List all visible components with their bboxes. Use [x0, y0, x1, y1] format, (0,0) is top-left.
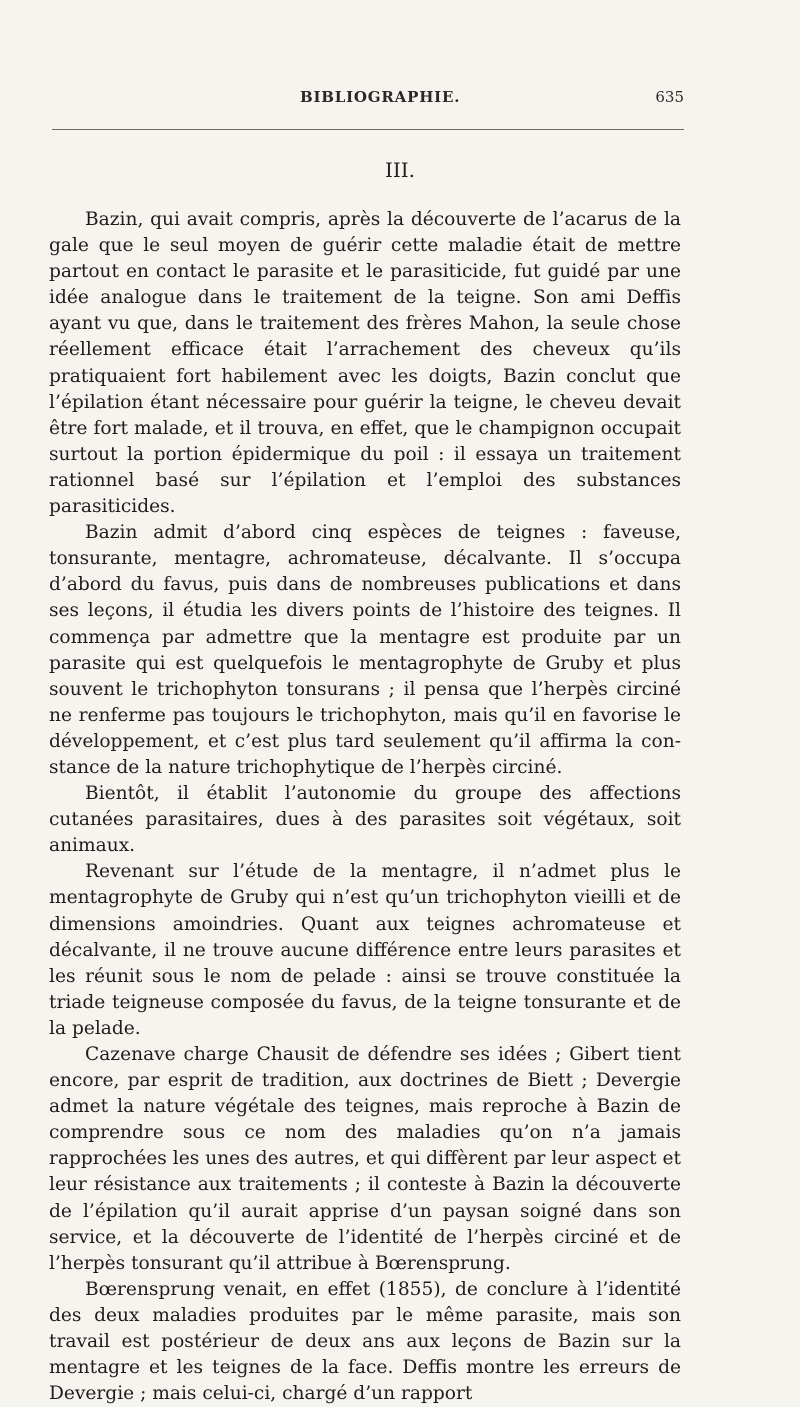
running-head [52, 88, 684, 112]
paragraph: Bazin admit d’abord cinq espèces de teignes : faveuse, tonsurante, mentagre, achromateuse, décalvante. Il s’occupa d’abord du favus, puis dans de nombreuses publications et dans ses leçons, il étudia les divers points de l’histoire des teignes. Il commença par admettre que la mentagre est produite par un parasite qui est quelquefois le mentagrophyte de Gruby et plus souvent le trichophyton tonsurans ; il pensa que l’herpès circiné ne renferme pas toujours le trichophyton, mais qu’il en favorise le développement, et c’est plus tard seulement qu’il affirma la constance de la nature trichophytique de l’herpès circiné. [49, 522, 681, 778]
paragraph: Revenant sur l’étude de la mentagre, il n’admet plus le mentagrophyte de Gruby qui n’est qu’un trichophyton vieilli et de dimensions amoindries. Quant aux teignes achromateuse et décalvante, il ne trouve aucune différence entre leurs parasites et les réunit sous le nom de pelade : ainsi se trouve constituée la triade teigneuse composée du favus, de la teigne tonsurante et de la pelade. [49, 861, 681, 1039]
paragraph: Bientôt, il établit l’autonomie du groupe des affections cutanées parasitaires, dues à des parasites soit végétaux, soit animaux. [49, 783, 681, 857]
header-rule [52, 129, 684, 130]
paragraph: Bazin, qui avait compris, après la découverte de l’acarus de la gale que le seul moyen de guérir cette maladie était de mettre partout en contact le parasite et le parasiticide, fut guidé par une idée analogue dans le traitement de la teigne. Son ami Deffis ayant vu que, dans le traitement des frères Mahon, la seule chose réellement efficace était l’arrachement des cheveux qu’ils pratiquaient fort habilement avec les doigts, Bazin conclut que l’épilation étant nécessaire pour guérir la teigne, le cheveu devait être fort malade, et il trouva, en effet, que le champignon occupait surtout la portion épidermique du poil : il essaya un traitement rationnel basé sur l’épilation et l’emploi des substances parasiticides. [49, 209, 681, 518]
paragraph: Cazenave charge Chausit de défendre ses idées ; Gibert tient encore, par esprit de tradition, aux doctrines de Biett ; Devergie admet la nature végétale des teignes, mais reproche à Bazin de comprendre sous ce nom des maladies qu’on n’a jamais rapprochées les unes des autres, et qui diffèrent par leur aspect et leur résistance aux traitements ; il conteste à Bazin la découverte de l’épilation qu’il aurait apprise d’un paysan soigné dans son service, et la découverte de l’identité de l’herpès circiné et de l’herpès tonsurant qu’il attribue à Bœrensprung. [49, 1044, 681, 1274]
paragraph: Bœrensprung venait, en effet (1855), de conclure à l’identité des deux maladies produites par le même parasite, mais son travail est postérieur de deux ans aux leçons de Bazin sur la mentagre et les teignes de la face. Deffis montre les erreurs de Devergie ; mais celui-ci, chargé d’un rapport [49, 1278, 681, 1405]
page-number: 635 [655, 88, 684, 106]
body-text [49, 207, 681, 1407]
section-heading: III. [384, 158, 416, 182]
running-title: BIBLIOGRAPHIE. [300, 88, 461, 106]
